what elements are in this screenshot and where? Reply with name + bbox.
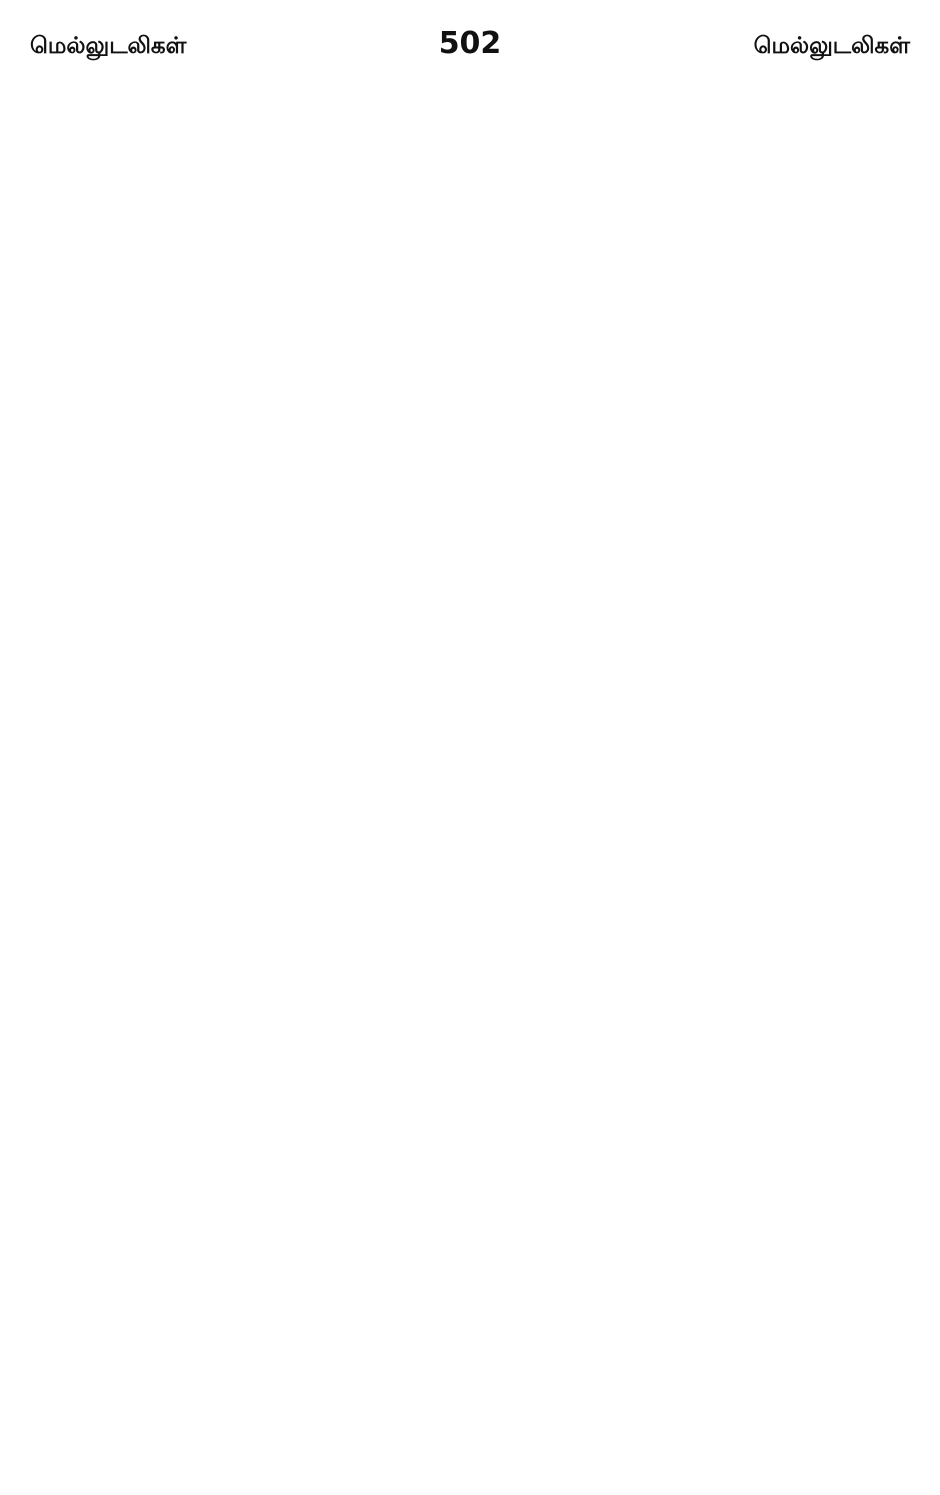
right-column — [480, 86, 908, 1473]
left-column — [32, 86, 460, 1473]
running-head-left: மெல்லுடலிகள் — [30, 33, 187, 59]
page-number: 502 — [438, 26, 502, 61]
running-head-right: மெல்லுடலிகள் — [753, 33, 910, 59]
running-head — [30, 26, 910, 66]
